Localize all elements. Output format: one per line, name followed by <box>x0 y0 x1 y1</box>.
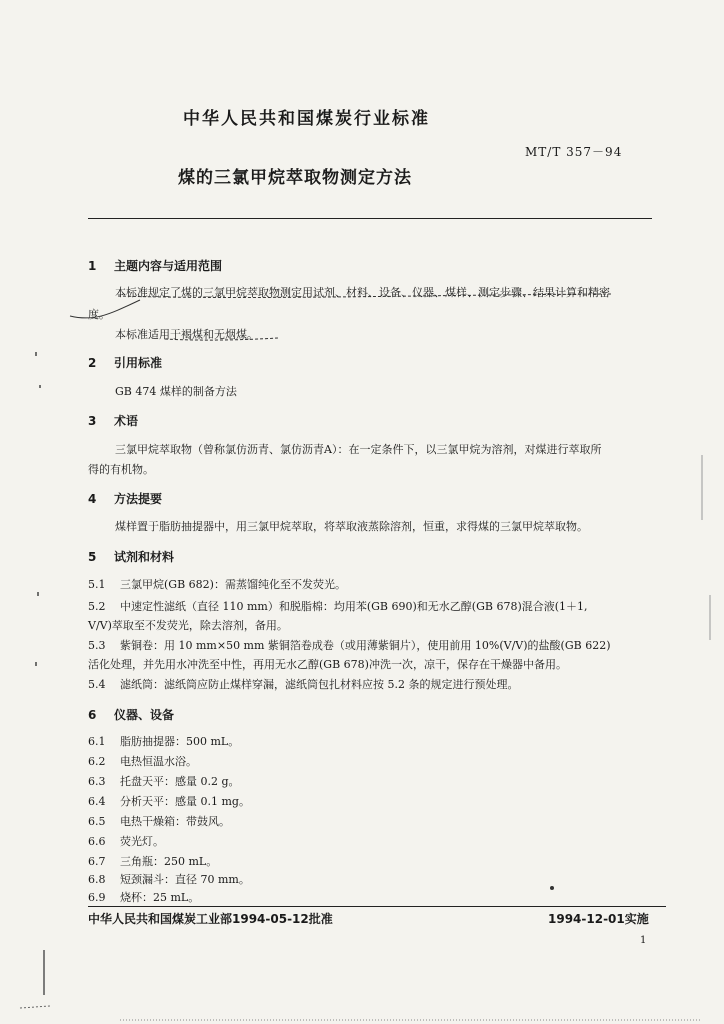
section-title: 引用标准 <box>114 356 163 370</box>
item-number: 5.3 <box>88 639 106 652</box>
section-number: 5 <box>88 550 97 564</box>
approval-statement: 中华人民共和国煤炭工业部1994-05-12批准 <box>88 912 333 926</box>
item-text: 三氯甲烷(GB 682)：需蒸馏纯化至不发荧光。 <box>120 578 346 591</box>
section-number: 3 <box>88 414 97 428</box>
item-number: 6.5 <box>88 815 106 828</box>
item-number: 6.7 <box>88 855 106 868</box>
standard-code: MT/T 357－94 <box>525 145 623 159</box>
section-number: 4 <box>88 492 97 506</box>
scan-edge-mark <box>20 1006 50 1008</box>
item-number: 6.8 <box>88 873 106 886</box>
item-text: 中速定性滤纸（直径 110 mm）和脱脂棉：均用苯(GB 690)和无水乙醇(GB 678)混合液(1＋1, <box>120 600 588 613</box>
section-title: 试剂和材料 <box>114 550 175 564</box>
handwritten-curve-mark <box>70 300 140 318</box>
scan-margin-line <box>702 455 710 640</box>
item-text: 短颈漏斗：直径 70 mm。 <box>120 873 250 886</box>
reagent-item-continuation: V/V)萃取至不发荧光，除去溶剂，备用。 <box>88 619 288 632</box>
reagent-item-continuation: 活化处理，并先用水冲洗至中性，再用无水乙醇(GB 678)冲洗一次，凉干，保存在干燥器中备用。 <box>88 658 567 671</box>
s1-paragraph-1-line-1: 本标准规定了煤的三氯甲烷萃取物测定用试剂、材料、设备、仪器、煤样、测定步骤、结果计算和精密 <box>115 286 610 299</box>
item-text: 分析天平：感量 0.1 mg。 <box>120 795 250 808</box>
item-text: 烧杯：25 mL。 <box>120 891 200 904</box>
section-title: 主题内容与适用范围 <box>114 259 223 273</box>
section-title: 术语 <box>114 414 139 428</box>
section-number: 6 <box>88 708 97 722</box>
item-number: 6.2 <box>88 755 106 768</box>
s3-paragraph-1-line-2: 得的有机物。 <box>88 463 154 476</box>
s2-paragraph-1: GB 474 煤样的制备方法 <box>115 385 237 398</box>
item-number: 6.3 <box>88 775 106 788</box>
item-text: 滤纸筒：滤纸筒应防止煤样穿漏，滤纸筒包扎材料应按 5.2 条的规定进行预处理。 <box>120 678 519 691</box>
section-title: 方法提要 <box>114 492 163 506</box>
item-text: 荧光灯。 <box>120 835 164 848</box>
item-number: 6.9 <box>88 891 106 904</box>
s1-paragraph-1-line-2: 度。 <box>88 308 110 321</box>
item-number: 5.2 <box>88 600 106 613</box>
item-text: 托盘天平：感量 0.2 g。 <box>120 775 240 788</box>
scan-speck <box>36 592 38 666</box>
item-number: 6.4 <box>88 795 106 808</box>
document-title: 煤的三氯甲烷萃取物测定方法 <box>178 168 412 188</box>
item-number: 6.6 <box>88 835 106 848</box>
item-text: 紫铜卷：用 10 mm×50 mm 紫铜箔卷成卷（或用薄紫铜片），使用前用 10%(V/V)的盐酸(GB 622) <box>120 639 611 652</box>
s1-paragraph-2: 本标准适用于褐煤和无烟煤。 <box>115 328 258 341</box>
item-number: 6.1 <box>88 735 106 748</box>
handwritten-underline <box>165 338 278 340</box>
item-text: 三角瓶：250 mL。 <box>120 855 218 868</box>
scan-speck <box>36 352 40 388</box>
s4-paragraph-1: 煤样置于脂肪抽提器中，用三氯甲烷萃取，将萃取液蒸除溶剂，恒重，求得煤的三氯甲烷萃取物。 <box>115 520 588 533</box>
item-text: 电热恒温水浴。 <box>120 755 197 768</box>
section-title: 仪器、设备 <box>114 708 175 722</box>
effective-date: 1994-12-01实施 <box>548 912 649 926</box>
section-number: 1 <box>88 259 97 273</box>
item-text: 电热干燥箱：带鼓风。 <box>120 815 230 828</box>
item-number: 5.4 <box>88 678 106 691</box>
page-number: 1 <box>640 935 647 946</box>
handwritten-underline <box>118 294 612 298</box>
section-number: 2 <box>88 356 97 370</box>
industry-standard-header: 中华人民共和国煤炭行业标准 <box>183 109 430 129</box>
item-number: 5.1 <box>88 578 106 591</box>
s3-paragraph-1-line-1: 三氯甲烷萃取物（曾称氯仿沥青、氯仿沥青A）：在一定条件下，以三氯甲烷为溶剂，对煤进行萃取所 <box>115 443 602 456</box>
item-text: 脂肪抽提器：500 mL。 <box>120 735 240 748</box>
scan-dot <box>550 886 554 890</box>
